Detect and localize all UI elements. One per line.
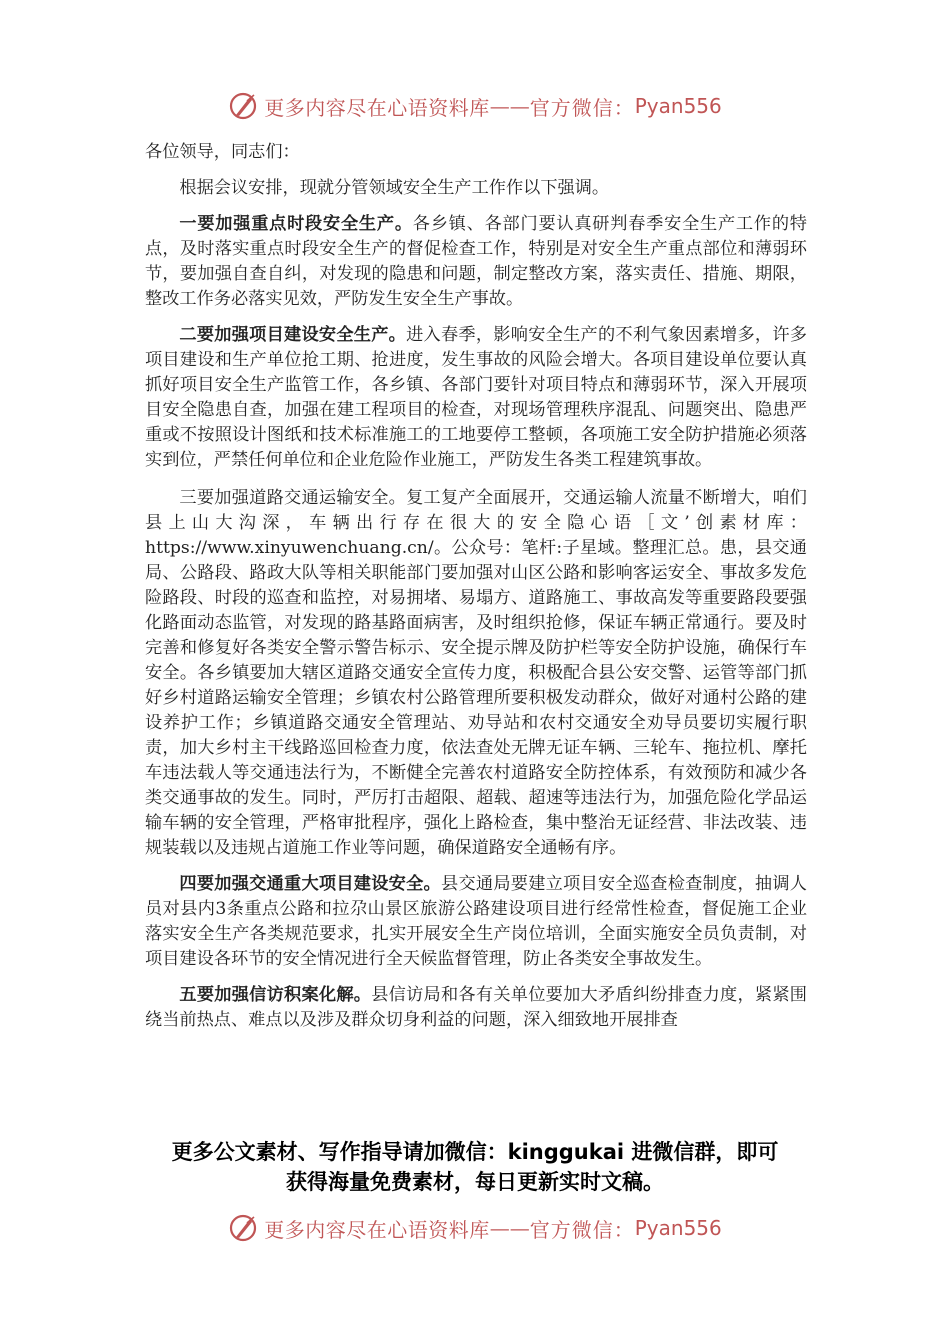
watermark-site-text: 更多内容尽在心语资料库 (264, 1217, 490, 1242)
watermark-wechat-id: Pyan556 (634, 94, 722, 118)
watermark-separator: —— (489, 1216, 530, 1240)
header-watermark (0, 86, 950, 126)
section-body: 三要加强道路交通运输安全。复工复产全面展开，交通运输人流量不断增大，咱们县上山大沟深，车辆出行存在很大的安全隐心语［文’创素材库：https://www.xinyuwenchuang.cn/。公众号：笔杆:子星域。整理汇总。患，县交通局、公路段、路政大队等相关职能部门要加强对山区公路和影响客运安全、事故多发危险路段、时段的巡查和监控，对易拥堵、易塌方、道路施工、事故高发等重要路段要强化路面动态监管，对发现的路基路面病害，及时组织抢修，保证车辆正常通行。要及时完善和修复好各类安全警示警告标示、安全提示牌及防护栏等安全防护设施，确保行车安全。各乡镇要加大辖区道路交通安全宣传力度，积极配合县公安交警、运管等部门抓好乡村道路运输安全管理；乡镇农村公路管理所要积极发动群众，做好对通村公路的建设养护工作；乡镇道路交通安全管理站、劝导站和农村交通安全劝导员要切实履行职责，加大乡村主干线路巡回检查力度，依法查处无牌无证车辆、三轮车、拖拉机、摩托车违法载人等交通违法行为，不断健全完善农村道路安全防控体系，有效预防和减少各类交通事故的发生。同时，严厉打击超限、超载、超速等违法行为，加强危险化学品运输车辆的安全管理，严格审批程序，强化上路检查，集中整治无证经营、非法改装、违规装载以及违规占道施工作业等问题，确保道路安全通畅有序。 (145, 488, 807, 858)
watermark-wechat-id: Pyan556 (634, 1216, 722, 1240)
section-lead: 四要加强交通重大项目建设安全。 (179, 874, 441, 894)
section-body: 县信访局和各有关单位要加大矛盾纠纷排查力度，紧紧围绕当前热点、难点以及涉及群众切身利益的问题，深入细致地开展排查 (145, 985, 807, 1030)
watermark-wechat-label: 官方微信： (529, 95, 635, 120)
promo-line-1: 更多公文素材、写作指导请加微信：kinggukai 进微信群，即可 (171, 1140, 779, 1164)
greeting: 各位领导，同志们： (145, 142, 300, 162)
section-paragraph (145, 983, 807, 1033)
section-paragraph (145, 486, 807, 861)
quill-logo-icon (228, 1213, 258, 1243)
section-paragraph (145, 212, 807, 312)
section-lead: 五要加强信访积案化解。 (179, 985, 372, 1005)
section-body: 进入春季，影响安全生产的不利气象因素增多，许多项目建设和生产单位抢工期、抢进度，发生事故的风险会增大。各项目建设单位要认真抓好项目安全生产监管工作，各乡镇、各部门要针对项目特点和薄弱环节，深入开展项目安全隐患自查，加强在建工程项目的检查，对现场管理秩序混乱、问题突出、隐患严重或不按照设计图纸和技术标准施工的工地要停工整顿，各项施工安全防护措施必须落实到位，严禁任何单位和企业危险作业施工，严防发生各类工程建筑事故。 (145, 325, 807, 470)
watermark-site-text: 更多内容尽在心语资料库 (264, 95, 490, 120)
promo-line-2: 获得海量免费素材，每日更新实时文稿。 (286, 1170, 664, 1194)
section-paragraph (145, 872, 807, 972)
footer-watermark (0, 1208, 950, 1248)
document-body (145, 140, 807, 1044)
section-lead: 一要加强重点时段安全生产。 (179, 214, 413, 234)
section-lead: 二要加强项目建设安全生产。 (179, 325, 407, 345)
quill-logo-icon (228, 91, 258, 121)
intro-paragraph: 根据会议安排，现就分管领域安全生产工作作以下强调。 (179, 178, 610, 198)
section-body: 各乡镇、各部门要认真研判春季安全生产工作的特点，及时落实重点时段安全生产的督促检查工作，特别是对安全生产重点部位和薄弱环节，要加强自查自纠，对发现的隐患和问题，制定整改方案，落实责任、措施、期限，整改工作务必落实见效，严防发生安全生产事故。 (145, 214, 807, 309)
watermark-wechat-label: 官方微信： (529, 1217, 635, 1242)
section-paragraph (145, 323, 807, 473)
section-body: 县交通局要建立项目安全巡查检查制度，抽调人员对县内3条重点公路和拉尕山景区旅游公路建设项目进行经常性检查，督促施工企业落实安全生产各类规范要求，扎实开展安全生产岗位培训，全面实施安全员负责制，对项目建设各环节的安全情况进行全天候监督管理，防止各类安全事故发生。 (145, 874, 807, 969)
watermark-separator: —— (489, 94, 530, 118)
promo-banner (0, 1137, 950, 1197)
